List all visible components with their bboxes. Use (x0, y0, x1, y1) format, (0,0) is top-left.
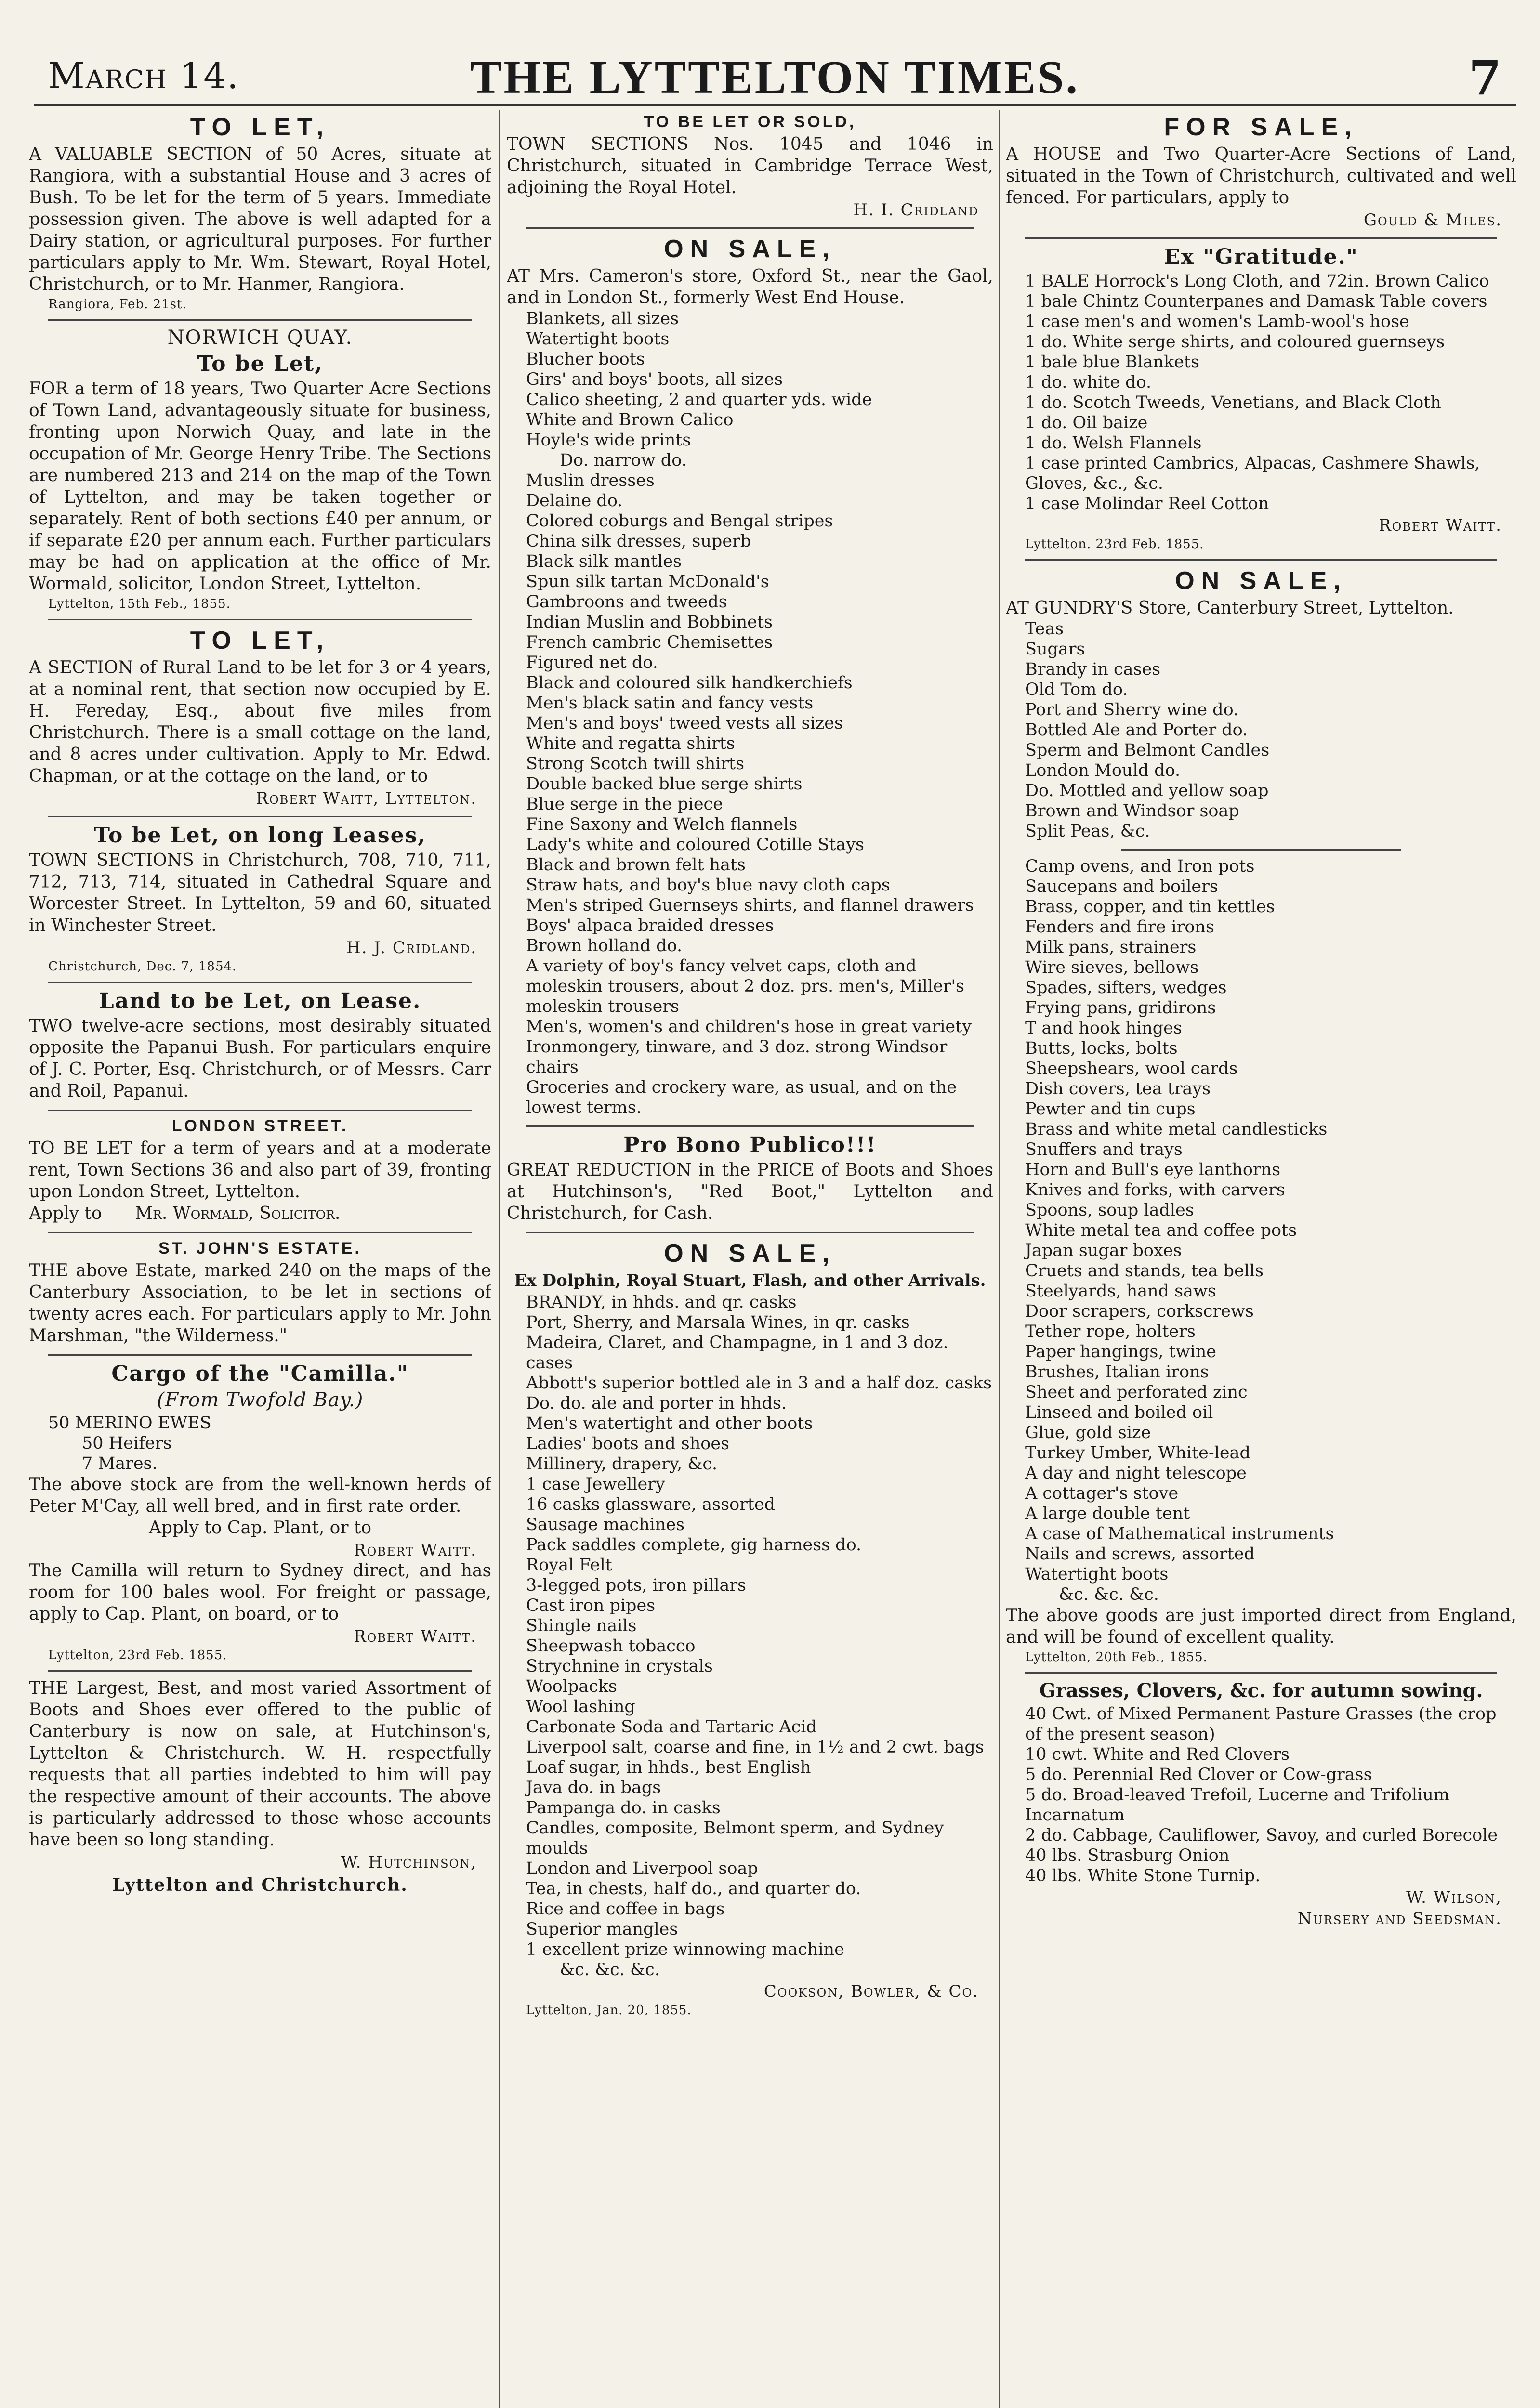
list-item: Java do. in bags (526, 1778, 661, 1797)
list-item: 40 lbs. Strasburg Onion (1025, 1846, 1230, 1865)
list-item: 40 Cwt. of Mixed Permanent Pasture Grasses (the crop of the present season) (1025, 1704, 1497, 1744)
list-item: Snuffers and trays (1025, 1140, 1183, 1159)
list-item: 1 excellent prize winnowing machine (526, 1940, 844, 1959)
advert-separator (526, 227, 974, 229)
list-item: 7 Mares. (82, 1454, 158, 1473)
list-item: Glue, gold size (1025, 1423, 1151, 1442)
advert-london-street (29, 1117, 491, 1224)
list-item: Tea, in chests, half do., and quarter do. (526, 1879, 861, 1898)
list-item: 40 lbs. White Stone Turnip. (1025, 1866, 1261, 1885)
list-item: Door scrapers, corkscrews (1025, 1302, 1254, 1321)
list-item: Sheet and perforated zinc (1025, 1383, 1248, 1402)
list-item: Brown holland do. (526, 936, 683, 955)
list-item: Double backed blue serge shirts (526, 774, 803, 794)
advert-signature: Mr. Wormald, Solicitor. (135, 1204, 341, 1223)
advert-heading: ON SALE, (664, 1240, 836, 1268)
advert-apply: Apply to Cap. Plant, or to (148, 1518, 372, 1538)
header-rule (34, 104, 1516, 106)
list-item: 5 do. Broad-leaved Trefoil, Lucerne and Trifolium Incarnatum (1025, 1785, 1449, 1825)
advert-signature: Cookson, Bowler, & Co. (763, 1982, 979, 2001)
list-item: &c. &c. &c. (1059, 1585, 1159, 1604)
advert-heading: Pro Bono Publico!!! (623, 1133, 877, 1157)
list-item: Steelyards, hand saws (1025, 1282, 1216, 1301)
list-item: 1 do. Oil baize (1025, 413, 1148, 432)
advert-body: The above goods are just imported direct from England, and will be found of excellent quality. (1006, 1606, 1516, 1647)
list-item: 1 case men's and women's Lamb-wool's hose (1025, 312, 1409, 331)
advert-body: THE above Estate, marked 240 on the maps of the Canterbury Association, to be let in sections of twenty acres each. For particulars apply to Mr. John Marshman, "the Wilderness." (29, 1261, 491, 1346)
list-item: China silk dresses, superb (526, 532, 751, 551)
list-item: Straw hats, and boy's blue navy cloth caps (526, 876, 890, 895)
list-item: 1 do. Welsh Flannels (1025, 433, 1202, 453)
list-item: Carbonate Soda and Tartaric Acid (526, 1717, 817, 1737)
list-item: 1 do. White serge shirts, and coloured guernseys (1025, 332, 1445, 352)
advert-body: A VALUABLE SECTION of 50 Acres, situate at Rangiora, with a substantial House and 3 acres of Bush. To be let for the term of 5 years. Immediate possession given. The above is well adapted for a Dairy station, or agricultural purposes. For further particulars apply to Mr. Wm. Stewart, Royal Hotel, Christchurch, or to Mr. Hanmer, Rangiora. (29, 144, 491, 294)
list-item: Old Tom do. (1025, 680, 1128, 699)
advert-body: GREAT REDUCTION in the PRICE of Boots and Shoes at Hutchinson's, "Red Boot," Lyttelton and Christchurch, for Cash. (507, 1160, 993, 1223)
list-item: Wool lashing (526, 1697, 635, 1716)
advert-to-let-rangiora (29, 113, 491, 312)
list-item: Sperm and Belmont Candles (1025, 741, 1270, 760)
list-item: Paper hangings, twine (1025, 1342, 1216, 1361)
advert-long-leases (29, 823, 491, 974)
list-item: 5 do. Perennial Red Clover or Cow-grass (1025, 1765, 1372, 1784)
advert-separator (48, 619, 472, 620)
issue-date: March 14. (48, 55, 239, 97)
list-item: Split Peas, &c. (1025, 822, 1150, 841)
list-item: White metal tea and coffee pots (1025, 1221, 1297, 1240)
list-item: Spades, sifters, wedges (1025, 978, 1227, 997)
list-item: Girs' and boys' boots, all sizes (526, 370, 783, 389)
advert-separator (48, 1354, 472, 1356)
list-item: Figured net do. (526, 653, 658, 672)
advert-heading: TO BE LET OR SOLD, (644, 113, 856, 131)
list-item: Brown and Windsor soap (1025, 801, 1239, 821)
list-item: Port and Sherry wine do. (1025, 700, 1239, 720)
advert-date: Lyttelton, Jan. 20, 1855. (526, 2003, 692, 2017)
list-item: Gambroons and tweeds (526, 592, 727, 612)
advert-signature: Robert Waitt, Lyttelton. (256, 789, 477, 808)
advert-camilla-cargo (29, 1361, 491, 1662)
list-item: Horn and Bull's eye lanthorns (1025, 1160, 1281, 1179)
advert-date: Lyttelton, 23rd Feb. 1855. (48, 1648, 227, 1662)
advert-heading: LONDON STREET. (171, 1117, 349, 1135)
column-middle (507, 110, 993, 2408)
list-item: Lady's white and coloured Cotille Stays (526, 835, 864, 854)
newspaper-title: THE LYTTELTON TIMES. (470, 52, 1079, 104)
advert-separator (1025, 237, 1497, 239)
page-header (29, 46, 1521, 108)
list-item: Ironmongery, tinware, and 3 doz. strong Windsor chairs (526, 1037, 948, 1077)
list-item: Watertight boots (526, 329, 670, 349)
list-item: Delaine do. (526, 491, 623, 510)
advert-for-sale-house (1006, 113, 1516, 230)
advert-signature: W. Wilson, (1406, 1888, 1502, 1907)
list-item: Loaf sugar, in hhds., best English (526, 1758, 811, 1777)
advert-land-lease (29, 989, 491, 1102)
list-item: Pewter and tin cups (1025, 1099, 1196, 1119)
list-item: Cast iron pipes (526, 1596, 656, 1615)
list-item: Superior mangles (526, 1920, 678, 1939)
advert-heading: Grasses, Clovers, &c. for autumn sowing. (1039, 1679, 1483, 1702)
cargo-list (29, 1413, 491, 1474)
goods-list (1006, 271, 1516, 514)
advert-signature: H. I. Cridland (853, 200, 979, 220)
advert-separator (48, 816, 472, 817)
list-item: &c. &c. &c. (560, 1960, 660, 1979)
list-item: Do. narrow do. (560, 451, 687, 470)
advert-body: TOWN SECTIONS in Christchurch, 708, 710, 711, 712, 713, 714, situated in Cathedral Square and Worcester Street. In Lyttelton, 59 and 60, situated in Winchester Street. (29, 851, 491, 935)
apply-label: Apply to (29, 1204, 102, 1223)
list-item: 10 cwt. White and Red Clovers (1025, 1745, 1290, 1764)
list-item: London Mould do. (1025, 761, 1181, 780)
advert-body: TO BE LET for a term of years and at a moderate rent, Town Sections 36 and also part of 39, fronting upon London Street, Lyttelton. (29, 1139, 491, 1202)
advert-body: TWO twelve-acre sections, most desirably situated opposite the Papanui Bush. For particulars enquire of J. C. Porter, Esq. Christchurch, or of Messrs. Carr and Roil, Papanui. (29, 1016, 491, 1101)
advert-heading: To be Let, on long Leases, (94, 823, 426, 848)
list-item: Watertight boots (1025, 1565, 1169, 1584)
list-item: Do. Mottled and yellow soap (1025, 781, 1269, 800)
list-item: London and Liverpool soap (526, 1859, 758, 1878)
list-item: Sausage machines (526, 1515, 685, 1534)
advert-separator (48, 319, 472, 321)
advert-body: The above stock are from the well-known herds of Peter M'Cay, all well bred, and in first rate order. (29, 1475, 491, 1516)
goods-list (507, 1292, 993, 1980)
advert-date: Lyttelton, 15th Feb., 1855. (48, 597, 231, 611)
advert-gundrys-store (1006, 566, 1516, 1664)
list-item: 1 BALE Horrock's Long Cloth, and 72in. Brown Calico (1025, 272, 1489, 291)
list-item: Woolpacks (526, 1677, 617, 1696)
list-item: Fenders and fire irons (1025, 917, 1214, 937)
advert-heading: FOR SALE, (1164, 113, 1358, 141)
advert-separator (48, 1110, 472, 1111)
list-item: Milk pans, strainers (1025, 938, 1197, 957)
advert-body-2: The Camilla will return to Sydney direct, and has room for 100 bales wool. For freight or passage, apply to Cap. Plant, on board, or to (29, 1561, 491, 1624)
list-item: Frying pans, gridirons (1025, 998, 1216, 1018)
list-item: A variety of boy's fancy velvet caps, cloth and moleskin trousers, about 2 doz. prs. men's, Miller's moleskin trousers (526, 956, 964, 1016)
list-item: Strong Scotch twill shirts (526, 754, 745, 773)
advert-body: A HOUSE and Two Quarter-Acre Sections of Land, situated in the Town of Christchurch, cultivated and well fenced. For particulars, apply to (1006, 144, 1516, 208)
advert-intro: AT GUNDRY'S Store, Canterbury Street, Lyttelton. (1006, 598, 1454, 618)
advert-separator (526, 1125, 974, 1127)
list-item: Butts, locks, bolts (1025, 1039, 1178, 1058)
goods-list (507, 309, 993, 1118)
hardware-list (1006, 856, 1516, 1605)
list-item: Teas (1025, 619, 1064, 639)
advert-norwich-quay (29, 327, 491, 611)
list-item: Camp ovens, and Iron pots (1025, 857, 1255, 876)
list-item: A cottager's stove (1025, 1484, 1179, 1503)
list-item: Candles, composite, Belmont sperm, and Sydney moulds (526, 1819, 944, 1858)
list-item: Indian Muslin and Bobbinets (526, 613, 773, 632)
advert-signature: Robert Waitt. (1379, 516, 1502, 535)
list-item: Cruets and stands, tea bells (1025, 1261, 1264, 1281)
list-item: Blankets, all sizes (526, 309, 679, 328)
advert-date: Christchurch, Dec. 7, 1854. (48, 959, 237, 974)
advert-signature: H. J. Cridland. (346, 938, 477, 957)
advert-body: A SECTION of Rural Land to be let for 3 or 4 years, at a nominal rent, that section now occupied by E. H. Fereday, Esq., about five miles from Christchurch. There is a small cottage on the land, and 8 acres under cultivation. Apply to Mr. Edwd. Chapman, or at the cottage on the land, or to (29, 658, 491, 786)
list-item: Black and coloured silk handkerchiefs (526, 673, 853, 693)
advert-grasses-clovers (1006, 1679, 1516, 1928)
column-divider (499, 110, 500, 2408)
list-item: Linseed and boiled oil (1025, 1403, 1213, 1422)
advert-heading: ON SALE, (664, 235, 836, 263)
advert-heading: Cargo of the "Camilla." (111, 1361, 409, 1386)
list-item: A large double tent (1025, 1504, 1190, 1523)
advert-signature: Robert Waitt. (354, 1541, 477, 1560)
list-item: 1 case printed Cambrics, Alpacas, Cashmere Shawls, Gloves, &c., &c. (1025, 454, 1480, 493)
list-item: Men's striped Guernseys shirts, and flannel drawers (526, 896, 974, 915)
list-item: Sheepshears, wool cards (1025, 1059, 1238, 1078)
advert-separator (48, 1670, 472, 1672)
list-item: Brushes, Italian irons (1025, 1362, 1209, 1382)
list-item: Sugars (1025, 640, 1085, 659)
advert-ex-gratitude (1006, 245, 1516, 551)
list-item: A case of Mathematical instruments (1025, 1524, 1334, 1544)
list-item: Nails and screws, assorted (1025, 1544, 1255, 1564)
column-left (29, 110, 491, 2408)
list-item: BRANDY, in hhds. and qr. casks (526, 1293, 797, 1312)
advert-separator (1025, 559, 1497, 561)
list-item: Pampanga do. in casks (526, 1798, 721, 1818)
list-item: Japan sugar boxes (1025, 1241, 1182, 1260)
list-item: 1 do. white do. (1025, 373, 1152, 392)
list-item: 1 bale blue Blankets (1025, 353, 1199, 372)
list-item: Hoyle's wide prints (526, 431, 691, 450)
list-item: 50 MERINO EWES (48, 1413, 211, 1433)
list-item: 1 do. Scotch Tweeds, Venetians, and Black Cloth (1025, 393, 1441, 412)
advert-separator (526, 1232, 974, 1233)
list-item: Port, Sherry, and Marsala Wines, in qr. casks (526, 1313, 910, 1332)
list-item: 1 bale Chintz Counterpanes and Damask Table covers (1025, 292, 1487, 311)
list-item: Men's and boys' tweed vests all sizes (526, 714, 843, 733)
list-item: Millinery, drapery, &c. (526, 1454, 718, 1474)
advert-separator (48, 1232, 472, 1233)
advert-pro-bono-publico (507, 1133, 993, 1224)
list-item: White and Brown Calico (526, 410, 734, 430)
advert-to-let-rural (29, 626, 491, 808)
list-item: White and regatta shirts (526, 734, 735, 753)
list-item: Muslin dresses (526, 471, 655, 490)
list-item: Fine Saxony and Welch flannels (526, 815, 798, 834)
list-item: T and hook hinges (1025, 1019, 1182, 1038)
list-item: Pack saddles complete, gig harness do. (526, 1535, 862, 1555)
advert-body: THE Largest, Best, and most varied Assortment of Boots and Shoes ever offered to the public of Canterbury is now on sale, at Hutchinson's, Lyttelton & Christchurch. W. H. respectfully requests that all parties indebted to him will pay the respective amount of their accounts. The above is particularly addressed to those whose accounts have been so long standing. (29, 1678, 491, 1850)
advert-to-be-let-or-sold (507, 113, 993, 220)
seeds-list (1006, 1704, 1516, 1886)
advert-st-johns-estate (29, 1239, 491, 1347)
list-item: Brass and white metal candlesticks (1025, 1120, 1328, 1139)
list-item: Men's, women's and children's hose in great variety (526, 1017, 972, 1036)
advert-heading: ST. JOHN'S ESTATE. (158, 1239, 362, 1257)
list-item: 16 casks glassware, assorted (526, 1495, 776, 1514)
list-item: Brass, copper, and tin kettles (1025, 897, 1275, 916)
list-item: Spoons, soup ladles (1025, 1201, 1194, 1220)
list-item: Dish covers, tea trays (1025, 1079, 1211, 1099)
list-item: Rice and coffee in bags (526, 1899, 725, 1919)
list-item: 2 do. Cabbage, Cauliflower, Savoy, and curled Borecole (1025, 1826, 1498, 1845)
advert-cameron-store (507, 235, 993, 1118)
advert-on-sale-arrivals (507, 1239, 993, 2017)
advert-subheading: Ex Dolphin, Royal Stuart, Flash, and other Arrivals. (514, 1271, 986, 1290)
advert-heading: Land to be Let, on Lease. (99, 989, 421, 1013)
list-item: 3-legged pots, iron pillars (526, 1576, 747, 1595)
list-separator (1121, 849, 1401, 851)
advert-body: TOWN SECTIONS Nos. 1045 and 1046 in Christchurch, situated in Cambridge Terrace West, adjoining the Royal Hotel. (507, 134, 993, 197)
list-item: Abbott's superior bottled ale in 3 and a half doz. casks (526, 1374, 992, 1393)
list-item: Liverpool salt, coarse and fine, in 1½ and 2 cwt. bags (526, 1738, 984, 1757)
list-item: Black silk mantles (526, 552, 682, 571)
list-item: Boys' alpaca braided dresses (526, 916, 774, 935)
column-divider (999, 110, 1000, 2408)
advert-signature-title: Nursery and Seedsman. (1297, 1909, 1502, 1928)
list-item: Turkey Umber, White-lead (1025, 1443, 1250, 1463)
list-item: Men's black satin and fancy vests (526, 694, 814, 713)
list-item: Tether rope, holters (1025, 1322, 1196, 1341)
advert-date: Rangiora, Feb. 21st. (48, 297, 187, 312)
advert-heading: TO LET, (190, 113, 330, 141)
advert-date: Lyttelton. 23rd Feb. 1855. (1025, 537, 1204, 551)
list-item: 1 case Molindar Reel Cotton (1025, 494, 1269, 513)
list-item: Saucepans and boilers (1025, 877, 1218, 896)
advert-date: Lyttelton, 20th Feb., 1855. (1025, 1650, 1208, 1664)
list-item: Spun silk tartan McDonald's (526, 572, 769, 591)
list-item: Men's watertight and other boots (526, 1414, 813, 1433)
list-item: Ladies' boots and shoes (526, 1434, 730, 1453)
list-item: Wire sieves, bellows (1025, 958, 1199, 977)
advert-separator (48, 982, 472, 983)
advert-signature: Robert Waitt. (354, 1627, 477, 1646)
advert-subheading: (From Twofold Bay.) (157, 1389, 364, 1411)
list-item: Calico sheeting, 2 and quarter yds. wide (526, 390, 872, 409)
advert-heading: TO LET, (190, 627, 330, 654)
advert-heading: ON SALE, (1175, 567, 1347, 595)
advert-heading: NORWICH QUAY. (167, 327, 353, 349)
list-item: 1 case Jewellery (526, 1475, 665, 1494)
list-item: Shingle nails (526, 1616, 637, 1636)
list-item: Black and brown felt hats (526, 855, 746, 875)
list-item: Blue serge in the piece (526, 795, 723, 814)
list-item: Knives and forks, with carvers (1025, 1180, 1285, 1200)
list-item: Groceries and crockery ware, as usual, and on the lowest terms. (526, 1078, 957, 1117)
advert-body: FOR a term of 18 years, Two Quarter Acre Sections of Town Land, advantageously situate for business, fronting upon Norwich Quay, and late in the occupation of Mr. George Henry Tribe. The Sections are numbered 213 and 214 on the map of the Town of Lyttelton, and may be taken together or separately. Rent of both sections £40 per annum, or if separate £20 per annum each. Further particulars may be had on application at the office of Mr. Wormald, solicitor, London Street, Lyttelton. (29, 379, 491, 594)
advert-place: Lyttelton and Christchurch. (112, 1875, 408, 1895)
list-item: Strychnine in crystals (526, 1657, 713, 1676)
list-item: Colored coburgs and Bengal stripes (526, 511, 833, 531)
advert-subheading: To be Let, (197, 352, 323, 376)
advert-heading: Ex "Gratitude." (1164, 245, 1358, 269)
list-item: Do. do. ale and porter in hhds. (526, 1394, 787, 1413)
list-item: French cambric Chemisettes (526, 633, 773, 652)
list-item: Bottled Ale and Porter do. (1025, 720, 1248, 740)
column-right (1006, 110, 1516, 2408)
groceries-list (1006, 619, 1516, 841)
list-item: Sheepwash tobacco (526, 1636, 696, 1656)
list-item: Madeira, Claret, and Champagne, in 1 and 3 doz. cases (526, 1333, 948, 1373)
advert-apply (29, 1203, 491, 1224)
list-item: 50 Heifers (82, 1434, 172, 1453)
advert-signature: Gould & Miles. (1363, 210, 1502, 230)
advert-boots-shoes (29, 1677, 491, 1895)
list-item: Brandy in cases (1025, 660, 1161, 679)
page-number: 7 (1468, 51, 1501, 106)
list-item: Blucher boots (526, 350, 645, 369)
list-item: A day and night telescope (1025, 1464, 1247, 1483)
list-item: Royal Felt (526, 1556, 612, 1575)
advert-signature: W. Hutchinson, (341, 1853, 477, 1872)
advert-intro: AT Mrs. Cameron's store, Oxford St., near the Gaol, and in London St., formerly West End House. (507, 266, 993, 308)
advert-separator (1025, 1672, 1497, 1674)
